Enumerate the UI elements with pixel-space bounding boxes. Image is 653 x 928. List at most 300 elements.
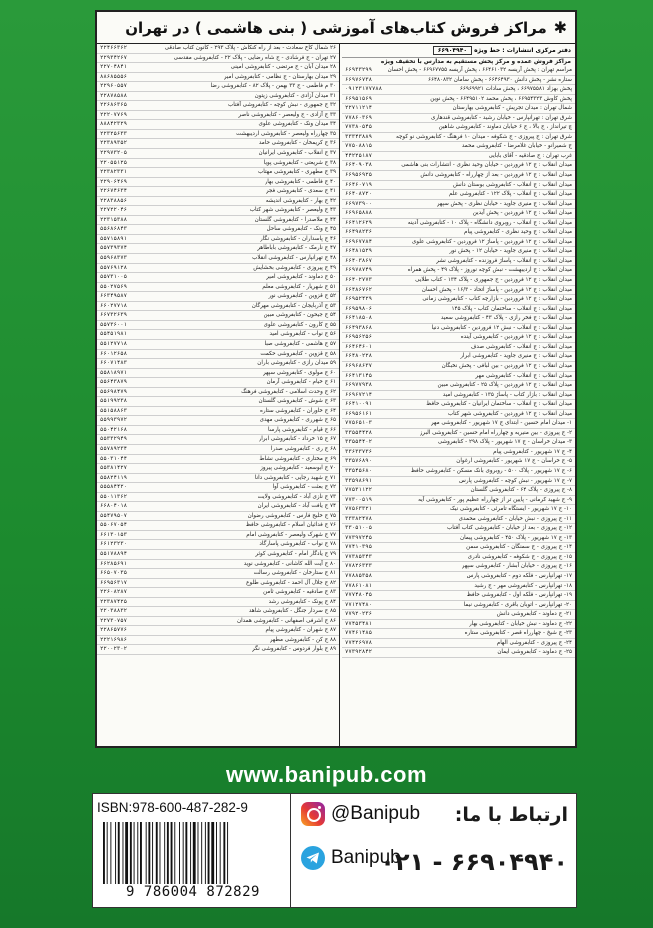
right-store-list <box>342 66 575 658</box>
store-phone: ۲۲۹۷۳۲۰۵ <box>100 150 127 157</box>
store-phone: ۷۷۸۶۱۰۸۱ <box>345 582 372 589</box>
store-address: ۸۶ ج اشرفی اصفهانی - کتابفروشی همدان <box>237 617 336 624</box>
store-address: ۴۳ ج ولیعصر - کتابفروشی شهر کتاب <box>249 207 336 214</box>
store-phone: ۲۲۲۰۷۷۶۹ <box>100 111 127 118</box>
store-row <box>97 321 339 331</box>
store-phone: ۴۴۲۲۵۱۸۷ <box>345 152 372 159</box>
store-phone: ۶۶۱۲۳۲۳۰ <box>100 541 127 548</box>
store-phone: ۶۶۹۵۲۴۲۹ <box>345 296 372 303</box>
store-phone: ۶۶۵۰۷۰۳۵ <box>100 570 127 577</box>
store-phone: ۵۵۱۷۸۸۹۴ <box>100 550 127 557</box>
store-row <box>342 543 575 553</box>
store-address: میدان انقلاب : ج ۱۲ فروردین - کتابفروشی آینده <box>460 334 572 341</box>
store-phone: ۲۲۹۳۴۲۶۷ <box>100 54 127 61</box>
panel-header <box>97 12 575 44</box>
store-phone: ۶۶۹۶۷۲۱۴ <box>345 391 372 398</box>
store-row <box>342 276 575 286</box>
store-phone: ۲۲۶۰۸۲۸۷ <box>100 589 127 596</box>
store-row <box>97 159 339 169</box>
store-phone: ۶۶۸۰۴۰۱۸ <box>100 503 127 510</box>
store-phone: ۵۵۳۸۱۴۲۷ <box>100 465 127 472</box>
store-address: ۷۰ ج ابوسعید - کتابفروشی پیروز <box>260 465 336 472</box>
store-row <box>97 579 339 589</box>
store-address: میدان انقلاب : ج انقلاب - روبروی دانشگاه - پلاک ۱۰ - کتابفروشی آدینه <box>407 219 572 226</box>
left-store-list <box>97 44 339 655</box>
store-row <box>342 152 575 162</box>
store-phone: ۷۷۳۹۲۸۴۲ <box>345 649 372 656</box>
store-phone: ۶۶۹۶۵۸۸۸ <box>345 210 372 217</box>
telegram-icon <box>301 846 325 870</box>
store-address: ۶۱ ج خیام - کتابفروشی آرمان <box>266 379 336 386</box>
store-row <box>97 254 339 264</box>
store-row <box>342 419 575 429</box>
store-address: میدان انقلاب : ج انقلاب - ساختمان ایرانیان - کتابفروشی حافظ <box>426 401 572 408</box>
store-phone: ۷۷۹۲۰۲۳۶ <box>345 611 372 618</box>
store-row <box>97 111 339 121</box>
store-phone: ۲۲۷۲۲۰۴۶ <box>100 207 127 214</box>
store-address: ۳۰ م فاطمی - ج ۳۳ بهمن - پلاک ۸۲ - کتابفروشی رضا <box>210 83 336 90</box>
store-row <box>97 302 339 312</box>
store-phone: ۶۶۹۵۶۲۵۶ <box>345 334 372 341</box>
store-phone: ۶۶۴۱۰۰۹۱ <box>345 401 372 408</box>
store-phone: ۳۳۶۳۳۷۳۶ <box>345 448 372 455</box>
store-phone: ۲۲۳۱۵۳۸۸ <box>100 216 127 223</box>
store-phone: ۵۵۱۹۹۲۳۸ <box>100 398 127 405</box>
store-row <box>97 483 339 493</box>
store-row <box>97 521 339 531</box>
store-address: میدان انقلاب : بازار کتاب - پاساژ ۱۳۵ - کتابفروشی امید <box>442 391 572 398</box>
store-row <box>97 101 339 111</box>
store-row <box>342 295 575 305</box>
store-phone: ۶۶۹۶۸۶۳۷ <box>345 362 372 369</box>
store-row <box>97 607 339 617</box>
store-phone: ۵۵۰۲۷۵۶۹ <box>100 283 127 290</box>
store-phone: ۶۶۹۵۶۹۲۵ <box>345 172 372 179</box>
store-row <box>342 76 575 86</box>
store-phone: ۷۷۴۵۳۴۸۱ <box>345 620 372 627</box>
store-address: ۱۲- ج پیروزی - بعد از خیابان - کتابفروشی کتاب آفتاب <box>446 525 572 532</box>
store-phone: ۳۳۵۵۴۴۲۸ <box>345 429 372 436</box>
store-row <box>342 534 575 544</box>
store-address: میدان انقلاب : ج منیری جاوید - خیابان ۱۲ - پخش نور <box>449 248 572 255</box>
store-row <box>342 620 575 630</box>
store-phone: ۲۲۳۸۹۳۵۲ <box>100 140 127 147</box>
store-row <box>342 219 575 229</box>
store-row <box>97 617 339 627</box>
office-label: دفتر مرکزی انتشارات : خط ویژه <box>474 47 571 54</box>
store-phone: ۵۵۷۱۵۸۹۱ <box>100 235 127 242</box>
store-address: ۴۱ ج سعدی - کتابفروشی فجر <box>265 188 336 195</box>
store-row <box>97 225 339 235</box>
store-address: میدان انقلاب : ج منیری جاوید - خیابان نظری - پخش سپهر <box>436 200 572 207</box>
store-row <box>97 350 339 360</box>
store-address: ۶۸ ج ری - کتابفروشی صدرا <box>270 445 336 452</box>
store-row <box>97 493 339 503</box>
store-phone: ۶۶۹۷۷۹۳۸ <box>345 382 372 389</box>
store-phone: ۷۷۸۲۶۳۳۳ <box>345 563 372 570</box>
store-phone: ۷۷۴۱۰۳۹۵ <box>345 544 372 551</box>
store-phone: ۸۸۸۴۲۳۲۹ <box>100 121 127 128</box>
store-address: ۲- ج پیروزی - بین منیریه و چهارراه امام حسین - کتابفروشی البرز <box>419 429 572 436</box>
store-row <box>97 330 339 340</box>
store-address: ۲۸ میدان آبان - ج مرتضی - کتابفروشی امینی <box>230 64 336 71</box>
store-row <box>342 515 575 525</box>
store-phone: ۶۶۴۱۸۵۰۸ <box>345 315 372 322</box>
store-address: ۸۴ ج پونک - کتابفروشی رشد <box>268 598 336 605</box>
instagram-icon <box>301 802 325 826</box>
store-phone: ۶۶۹۶۷۷۸۴ <box>345 238 372 245</box>
store-phone: ۶۶۳۴۹۵۸۷ <box>100 293 127 300</box>
store-address: میدان انقلاب : ج اردیبهشت - نبش کوچه نوروز - پلاک ۴۹ - پخش همراه <box>407 267 572 274</box>
store-phone: ۲۲۹۶۰۵۵۷ <box>100 83 127 90</box>
store-row <box>97 588 339 598</box>
store-row <box>342 572 575 582</box>
store-address: میدان انقلاب : ج انقلاب - کتابفروشی صدف <box>470 343 572 350</box>
store-phone: ۳۳۵۵۴۴۰۲ <box>345 439 372 446</box>
isbn-box <box>92 793 292 908</box>
store-row <box>97 54 339 64</box>
store-address: پخش بهزاد ۶۶۹۷۵۵۸۱ ، پخش سادات ۶۶۹۶۹۹۲۱ <box>459 86 572 93</box>
store-address: ۷۱ ج شهید رجایی - کتابفروشی دانا <box>254 474 336 481</box>
store-row <box>97 426 339 436</box>
store-row <box>97 407 339 417</box>
store-row <box>97 149 339 159</box>
store-row <box>97 435 339 445</box>
store-address: ۹- ج شهید کرمانی - پایین تر از چهارراه عظیم پور - کتابفروشی آیه <box>418 496 572 503</box>
store-phone: ۵۵۶۴۳۸۷۹ <box>100 379 127 386</box>
store-address: میدان انقلاب : ج انقلاب - کتابفروشی بوستان دانش <box>452 181 572 188</box>
store-address: ۷۸ ج نواب - کتابفروشی پاسارگاد <box>259 541 336 548</box>
star-icon: ✱ <box>553 18 567 37</box>
store-phone: ۶۶۹۳۳۲۹۹ <box>345 67 372 73</box>
store-row <box>342 286 575 296</box>
store-address: شرق تهران : تهرانپارس - خیابان رشید - کتابفروشی قندهاری <box>430 114 572 121</box>
store-row <box>97 216 339 226</box>
store-phone: ۳۳۳۸۲۴۷۸ <box>345 515 372 522</box>
store-address: میدان انقلاب : ج ۱۲ فروردین - خیابان وحید نظری - انتشارات بنی هاشمی <box>401 162 572 169</box>
store-address: ۱۴- ج پیروزی - ج سمنگان - کتابفروشی سمن <box>466 544 572 551</box>
store-phone: ۵۵۴۵۱۹۸۱ <box>100 331 127 338</box>
store-row <box>97 359 339 369</box>
store-address: میدان انقلاب : ج ۱۲ فروردین - پاساژ ۱۲ فروردین - کتابفروشی علوی <box>411 238 572 245</box>
store-phone: ۵۵۱۵۸۸۶۳ <box>100 407 127 414</box>
store-address: ۴۲ ج بهار - کتابفروشی اندیشه <box>265 197 336 204</box>
store-address: ۵۷ ج هاشمی - کتابفروشی صبا <box>264 340 336 347</box>
store-address: ۸۷ ج شهران - کتابفروشی پیام <box>265 627 336 634</box>
store-address: ۶۴ ج خاوران - کتابفروشی ستاره <box>259 407 336 414</box>
store-address: ۱- میدان امام حسین - ابتدای ج ۱۷ شهریور - کتابفروشی مهر <box>430 420 572 427</box>
store-row <box>97 197 339 207</box>
store-phone: ۶۶۹۵۶۱۶۱ <box>345 410 372 417</box>
store-phone: ۰۹۱۲۳۱۷۷۷۸۸ <box>345 86 383 93</box>
store-address: ۱۹- تهرانپارس - فلکه اول - کتابفروشی حافظ <box>466 592 572 599</box>
store-phone: ۶۶۴۰۹۰۳۸ <box>345 162 372 169</box>
store-row <box>97 502 339 512</box>
store-row <box>97 283 339 293</box>
store-address: میدان انقلاب : ج ۱۲ فروردین - پلاک ۲۵ - کتابفروشی مبین <box>437 382 572 389</box>
store-row <box>97 120 339 130</box>
store-row <box>342 381 575 391</box>
store-row <box>342 496 575 506</box>
store-row <box>97 455 339 465</box>
store-phone: ۶۶۹۷۸۷۴۹ <box>345 267 372 274</box>
store-address: ۱۱- ج پیروزی - نبش خیابان - کتابفروشی محمدی <box>458 515 572 522</box>
store-address: ۷- ج ۱۷ شهریور - نبش کوچه - کتابفروشی پارس <box>459 477 572 484</box>
store-phone: ۵۵۶۸۶۸۴۳ <box>100 226 127 233</box>
store-row <box>97 311 339 321</box>
panel-title: مراکز فروش کتاب‌های آموزشی ( بنی هاشمی ) در تهران <box>125 18 547 37</box>
store-address: چ تیرانداز ، ج بالا ، ج ۶ خیابان دماوند - کتابفروشی شاهین <box>438 124 572 131</box>
store-phone: ۶۶۴۰۲۷۷۳ <box>345 277 372 284</box>
store-address: ۴۶ ج پاسداران - کتابفروشی نگار <box>260 235 336 242</box>
store-row <box>342 362 575 372</box>
store-address: ۴۷ ج نارمک - کتابفروشی باباطاهر <box>257 245 336 252</box>
store-phone: ۵۵۴۷۹۵۰۷ <box>100 512 127 519</box>
store-row <box>97 445 339 455</box>
store-phone: ۷۷۸۸۵۳۵۸ <box>345 572 372 579</box>
store-address: ۴- ج ۱۷ شهریور - کتابفروشی پیام <box>493 448 572 455</box>
distribution-subhead: مراکز فروش عمده و مرکز پخش مستقیم به مدارس با تخفیف ویژه <box>380 59 571 65</box>
store-address: میدان انقلاب : ج منیری جاوید - کتابفروشی ابرار <box>460 353 572 360</box>
store-phone: ۲۲۶۷۴۶۳۴ <box>100 188 127 195</box>
store-phone: ۷۷۵۳۱۱۲۲ <box>345 487 372 494</box>
store-row <box>342 247 575 257</box>
store-address: ۳۸ ج شریعتی - کتابفروشی پویا <box>263 159 336 166</box>
store-row <box>342 85 575 95</box>
store-address: میدان انقلاب : ج ۱۲ فروردین - بعد از چهارراه - کتابفروشی دانش <box>420 172 572 179</box>
store-row <box>97 187 339 197</box>
store-address: میدان انقلاب : ج انقلاب - پلاک ۱۲۲ - کتابفروشی علم <box>448 191 572 198</box>
store-address: ۶۶ ج قیام - کتابفروشی پارسا <box>268 426 336 433</box>
store-phone: ۶۶۴۰۸۷۲۰ <box>345 191 372 198</box>
store-address: میدان انقلاب : ج ۱۲ فروردین - پاساژ اتحاد - ۱۶/۳ - پخش احسان <box>421 286 572 293</box>
store-phone: ۵۵۸۱۸۹۷۱ <box>100 369 127 376</box>
store-row <box>97 292 339 302</box>
store-phone: ۵۵۵۸۴۴۲۰ <box>100 484 127 491</box>
store-row <box>342 429 575 439</box>
store-address: غرب تهران : ج صادقیه - آقای بابایی <box>488 152 572 159</box>
store-row <box>97 474 339 484</box>
store-address: ۴۵ ج ونک - کتابفروشی ساحل <box>266 226 336 233</box>
store-phone: ۸۸۶۸۵۵۵۶ <box>100 73 127 80</box>
store-address: ۶۲ ج وحدت اسلامی - کتابفروشی فرهنگ <box>241 388 336 395</box>
store-address: میدان انقلاب : ج انقلاب - ساختمان کتاب - پلاک ۱۴۵ <box>451 305 572 312</box>
store-row <box>342 190 575 200</box>
store-phone: ۳۳۵۷۶۸۹۰ <box>345 458 372 465</box>
store-address: ۵۳ ج آذربایجان - کتابفروشی مهرگان <box>251 302 336 309</box>
store-row <box>97 560 339 570</box>
store-row <box>97 44 339 54</box>
store-address: ۸۹ ج بلوار فردوس - کتابفروشی نگر <box>252 646 336 653</box>
store-address: ۳۳ ج آزادی - ج ولیعصر - کتابفروشی ناصر <box>238 111 336 118</box>
store-row <box>342 601 575 611</box>
store-row <box>97 540 339 550</box>
store-row <box>97 63 339 73</box>
store-row <box>342 524 575 534</box>
store-address: ۲۳- ج شیخ - چهارراه قصر - کتابفروشی ستاره <box>464 630 572 637</box>
store-phone: ۷۷۸۶۰۳۶۹ <box>345 114 372 121</box>
store-address: ۶- ج ۱۷ شهریور - پلاک ۵۰۰ - روبروی بانک مسکن - کتابفروشی حافظ <box>410 467 572 474</box>
store-phone: ۲۲۳۸۲۳۳۱ <box>100 169 127 176</box>
store-row <box>342 467 575 477</box>
store-phone: ۲۲۷۱۱۲۱۴ <box>345 105 372 112</box>
store-address: ۶۵ ج شهرری - کتابفروشی مهدی <box>259 417 336 424</box>
store-row <box>97 416 339 426</box>
barcode-image <box>101 822 287 884</box>
store-phone: ۶۶۹۵۹۸۰۶ <box>345 305 372 312</box>
stores-panel <box>95 10 577 748</box>
store-row <box>342 266 575 276</box>
store-phone: ۶۶۴۸۶۷۶۲ <box>345 286 372 293</box>
store-phone: ۵۵۷۳۹۳۷۴ <box>100 245 127 252</box>
store-phone: ۷۷۵۶۵۱۰۳ <box>345 420 372 427</box>
store-row <box>97 244 339 254</box>
store-address: میدان انقلاب : ج ۱۲ فروردین - بازارچه کتاب - کتابفروشی زمانی <box>422 296 572 303</box>
store-address: میدان انقلاب : ج ۱۲ فروردین - ج جمهوری - پلاک ۱۳۴ - کتاب طلایی <box>415 277 572 284</box>
store-address: میدان انقلاب : ج انقلاب - پاساژ فروزنده - کتابفروشی نشر <box>436 257 572 264</box>
store-phone: ۶۶۰۷۱۴۸۳ <box>100 360 127 367</box>
store-address: ۵۵ ج کارون - کتابفروشی علوی <box>263 321 336 328</box>
store-address: میدان انقلاب : ج ۱۲ فروردین - کتابفروشی شهر کتاب <box>447 410 572 417</box>
store-row <box>97 264 339 274</box>
store-address: ۵- ج خراسان - ج ۱۷ شهریور - کتابفروشی ارغوان <box>456 458 572 465</box>
store-row <box>342 486 575 496</box>
store-address: میدان انقلاب : ج انقلاب - کتابفروشی مهر <box>475 372 572 379</box>
store-phone: ۲۲۷۰۴۸۴۱ <box>100 64 127 71</box>
instagram-handle[interactable]: @Banipub <box>331 803 421 824</box>
store-address: ۴۹ ج پیروزی - کتابفروشی بخشایش <box>253 264 336 271</box>
store-row <box>342 648 575 658</box>
store-address: ۸۰ ج آیت الله کاشانی - کتابفروشی نوید <box>243 560 336 567</box>
store-row <box>342 391 575 401</box>
store-phone: ۶۶۴۹۸۲۳۶ <box>345 229 372 236</box>
store-phone: ۵۵۰۶۷۰۵۴ <box>100 522 127 529</box>
store-phone: ۷۷۴۲۶۹۷۸ <box>345 639 372 646</box>
store-row <box>342 95 575 105</box>
store-phone: ۶۶۴۶۴۶۰۱ <box>345 343 372 350</box>
store-phone: ۶۶۰۱۲۶۵۸ <box>100 350 127 357</box>
store-phone: ۲۲۰۰۲۳۰۲ <box>100 646 127 653</box>
store-address: ۳- میدان خراسان - ج ۱۷ شهریور - پلاک ۲۹۸ - کتابفروشی <box>437 439 572 446</box>
store-row <box>342 553 575 563</box>
left-column <box>97 44 340 746</box>
store-address: ۵۹ میدان رازی - کتابفروشی باران <box>257 360 336 367</box>
store-address: ۵۱ ج شهریار - کتابفروشی معلم <box>262 283 336 290</box>
contact-label: ارتباط با ما: <box>454 804 568 826</box>
store-address: ۱۵- ج پیروزی - ج شکوفه - کتابفروشی نادری <box>467 553 572 560</box>
store-address: ۱۳- ج ۱۷ شهریور - پلاک ۴۵۰ - کتابفروشی پیمان <box>459 534 572 541</box>
store-row <box>342 591 575 601</box>
store-row <box>342 562 575 572</box>
store-address: ۷۷ ج شهرک ولیعصر - کتابفروشی امام <box>246 531 336 538</box>
telegram-handle[interactable]: Banipub <box>331 847 401 868</box>
store-row <box>342 228 575 238</box>
store-address: ۸۸ ج کن - کتابفروشی مطهر <box>269 636 336 643</box>
store-address: ۵۸ ج قزوین - کتابفروشی حکمت <box>260 350 336 357</box>
store-phone: ۷۷۴۶۱۴۸۵ <box>345 630 372 637</box>
store-address: ۲۰- تهرانپارس - اتوبان باقری - کتابفروشی نیما <box>463 601 572 608</box>
store-address: ۶۷ ج ۱۵ خرداد - کتابفروشی ابرار <box>258 436 336 443</box>
store-address: ۸- ج پیروزی - پلاک ۶۴ - کتابفروشی گلستان <box>470 487 572 494</box>
store-row <box>342 438 575 448</box>
store-phone: ۲۲۰۵۵۱۲۵ <box>100 159 127 166</box>
store-address: ۸۲ ج جلال آل احمد - کتابفروشی طلوع <box>246 579 336 586</box>
store-address: ۶۹ ج مختاری - کتابفروشی نشاط <box>259 455 336 462</box>
store-phone: ۶۶۴۰۳۸۶۷ <box>345 257 372 264</box>
store-address: ۱۷- تهرانپارس - فلکه دوم - کتابفروشی پارس <box>466 572 572 579</box>
store-address: ۸۳ ج صادقیه - کتابفروشی ثامن <box>263 589 336 596</box>
store-address: ۷۶ ج فدائیان اسلام - کتابفروشی حافظ <box>245 522 336 529</box>
store-row <box>97 340 339 350</box>
store-row <box>342 200 575 210</box>
store-row <box>342 104 575 114</box>
store-phone: ۵۵۹۹۳۹۷۲ <box>100 417 127 424</box>
store-phone: ۵۵۹۶۸۳۷۳ <box>100 255 127 262</box>
store-row <box>97 139 339 149</box>
store-phone: ۶۶۴۹۳۸۶۸ <box>345 324 372 331</box>
store-address: ۳۹ ج مطهری - کتابفروشی مهتاب <box>258 169 336 176</box>
store-address: ۲۴- ج پیروزی - کتابفروشی الهام <box>496 639 572 646</box>
store-phone: ۷۷۷۴۸۰۴۵ <box>345 592 372 599</box>
store-address: ۵۴ ج جیحون - کتابفروشی مبین <box>263 312 336 319</box>
store-phone: ۵۵۶۹۸۴۷۹ <box>100 388 127 395</box>
instagram-row[interactable] <box>301 802 420 826</box>
store-row <box>342 123 575 133</box>
store-row <box>342 343 575 353</box>
store-phone: ۵۵۰۴۲۱۶۸ <box>100 426 127 433</box>
store-address: ۲۷ تهران - ج فرشادی - ج شاه رضایی - پلاک ۲۲ - کتابفروشی مقدسی <box>173 54 336 61</box>
store-row <box>342 448 575 458</box>
office-line <box>342 44 575 58</box>
store-row <box>97 73 339 83</box>
store-address: ۷۹ ج یادگار امام - کتابفروشی کوثر <box>255 550 336 557</box>
website-url[interactable]: www.banipub.com <box>225 762 428 787</box>
store-row <box>342 314 575 324</box>
store-phone: ۶۶۹۷۳۹۰۰ <box>345 200 372 207</box>
store-row <box>97 397 339 407</box>
store-address: مراسم تهران : پخش آریسه ۶۶۴۶۱۰۳۲ ، پخش آریسه ۶۶۹۶۷۷۵۵ - پخش احسان <box>387 67 572 73</box>
store-phone: ۶۶۴۶۰۷۱۹ <box>345 181 372 188</box>
right-column <box>342 44 575 746</box>
store-address: ۸۵ ج سردار جنگل - کتابفروشی شاهد <box>248 608 336 615</box>
store-row <box>342 505 575 515</box>
contact-phone[interactable]: ۰۲۱ - ۶۶۹۰۴۹۴۰ <box>380 848 568 876</box>
store-phone: ۶۶۷۳۲۶۳۹ <box>100 312 127 319</box>
store-phone: ۲۲۹۰۶۴۶۹ <box>100 178 127 185</box>
store-address: ۷۲ ج بعثت - کتابفروشی آوا <box>272 484 336 491</box>
office-phone: ۶۶۹۰۴۹۴۰ <box>433 46 472 55</box>
store-row <box>342 305 575 315</box>
store-row <box>97 598 339 608</box>
store-row <box>342 400 575 410</box>
store-row <box>97 512 339 522</box>
store-phone: ۶۶۰۲۷۷۱۸ <box>100 302 127 309</box>
store-phone: ۷۷۵۰۸۸۱۵ <box>345 143 372 150</box>
store-address: میدان انقلاب : ج فخر رازی - پلاک ۴۳ - کتابفروشی سعید <box>440 315 572 322</box>
store-address: ۳۱ میدان آزادی - کتابفروشی زیتون <box>254 92 336 99</box>
store-row <box>97 645 339 655</box>
store-row <box>342 582 575 592</box>
store-phone: ۳۳۵۹۸۶۹۱ <box>345 477 372 484</box>
store-phone: ۵۵۰۱۱۳۶۲ <box>100 493 127 500</box>
store-row <box>342 171 575 181</box>
store-row <box>342 142 575 152</box>
store-phone: ۵۵۱۲۷۷۱۸ <box>100 340 127 347</box>
store-row <box>97 531 339 541</box>
store-phone: ۲۲۳۲۵۶۳۳ <box>100 130 127 137</box>
store-phone: ۲۲۸۶۵۷۷۶ <box>100 627 127 634</box>
store-phone: ۵۵۸۲۴۱۱۹ <box>100 474 127 481</box>
